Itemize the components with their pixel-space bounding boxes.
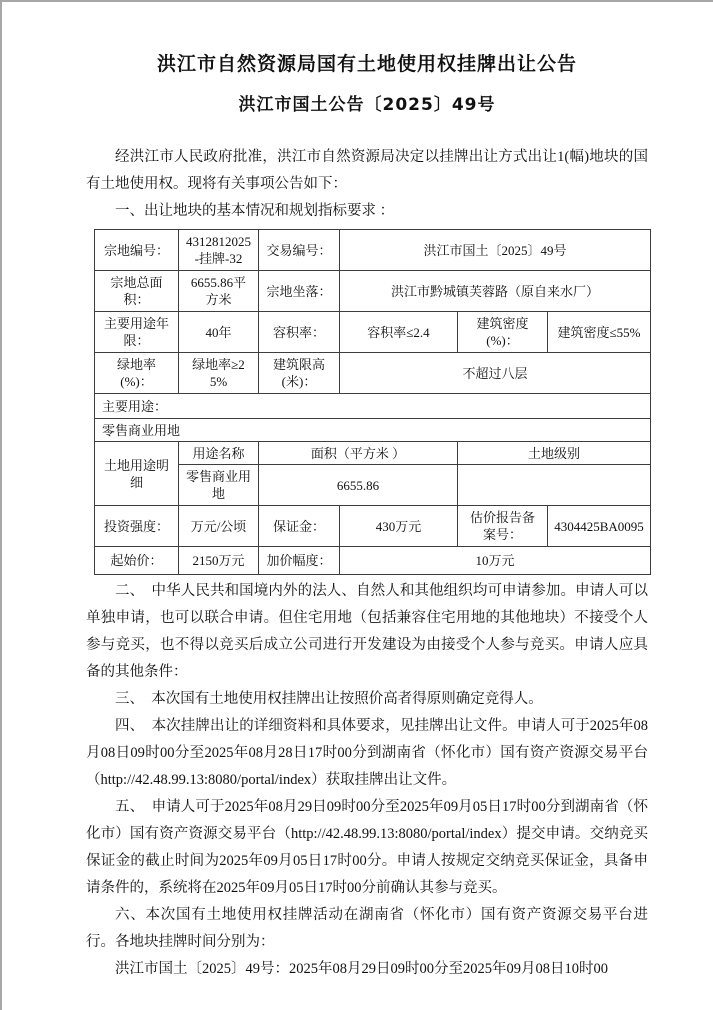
start-price-value: 2150万元 xyxy=(179,547,259,575)
intro-paragraph: 经洪江市人民政府批准，洪江市自然资源局决定以挂牌出让方式出让1(幅)地块的国有土地使用权。现将有关事项公告如下： xyxy=(86,149,648,192)
increment-value: 10万元 xyxy=(340,547,651,575)
green-rate-label: 绿地率(%)： xyxy=(95,353,179,394)
height-limit-label: 建筑限高(米)： xyxy=(259,353,340,394)
table-row xyxy=(95,442,651,465)
investment-label: 投资强度： xyxy=(95,506,179,547)
area-header: 面积（平方米 ） xyxy=(259,442,458,465)
table-row xyxy=(95,419,651,442)
increment-label: 加价幅度： xyxy=(259,547,340,575)
land-grade-header: 土地级别 xyxy=(458,442,651,465)
density-label: 建筑密度(%)： xyxy=(458,312,548,353)
section-1-heading: 一、出让地块的基本情况和规划指标要求 ： xyxy=(115,203,395,219)
parcel-no-value: 4312812025-挂牌-32 xyxy=(179,230,259,271)
document-content xyxy=(2,2,713,983)
use-area-value: 6655.86 xyxy=(259,465,458,506)
appraisal-label: 估价报告备案号： xyxy=(458,506,548,547)
table-row xyxy=(95,547,651,575)
section-2-paragraph: 二、 中华人民共和国境内外的法人、自然人和其他组织均可申请参加。申请人可以单独申请，也可以联合申请。但住宅用地（包括兼容住宅用地的其他地块）不接受个人参与竞买，也不得以竞买后成立公司进行开发建设为由接受个人参与竞买。申请人应具备的其他条件： xyxy=(86,583,648,680)
main-use-label: 主要用途： xyxy=(95,394,651,419)
green-rate-value: 绿地率≥25% xyxy=(179,353,259,394)
use-name-value: 零售商业用地 xyxy=(179,465,259,506)
land-grade-value xyxy=(458,465,651,506)
location-label: 宗地坐落： xyxy=(259,271,340,312)
table-row xyxy=(95,353,651,394)
main-use-value: 零售商业用地 xyxy=(95,419,651,442)
section-4-paragraph: 四、 本次挂牌出让的详细资料和具体要求，见挂牌出让文件。申请人可于2025年08月08日09时00分至2025年08月28日17时00分到湖南省（怀化市）国有资产资源交易平台（http://42.48.99.13:8080/portal/index）获取挂牌出让文件。 xyxy=(86,718,648,788)
start-price-label: 起始价： xyxy=(95,547,179,575)
height-limit-value: 不超过八层 xyxy=(340,353,651,394)
table-row xyxy=(95,312,651,353)
schedule-line: 洪江市国土〔2025〕49号：2025年08月29日09时00分至2025年09月08日10时00 xyxy=(115,961,608,977)
far-value: 容积率≤2.4 xyxy=(340,312,458,353)
use-detail-label: 土地用途明细 xyxy=(95,442,179,506)
parcel-no-label: 宗地编号： xyxy=(95,230,179,271)
use-name-header: 用途名称 xyxy=(179,442,259,465)
table-row xyxy=(95,506,651,547)
section-5-paragraph: 五、 申请人可于2025年08月29日09时00分至2025年09月05日17时00分到湖南省（怀化市）国有资产资源交易平台（http://42.48.99.13:8080/portal/index）提交申请。交纳竞买保证金的截止时间为2025年09月05日17时00分。申请人按规定交纳竞买保证金，具备申请条件的，系统将在2025年09月05日17时00分前确认其参与竞买。 xyxy=(86,799,648,896)
investment-value: 万元/公顷 xyxy=(179,506,259,547)
table-row xyxy=(95,271,651,312)
trade-no-label: 交易编号： xyxy=(259,230,340,271)
appraisal-no-value: 4304425BA0095 xyxy=(548,506,651,547)
use-term-value: 40年 xyxy=(179,312,259,353)
section-6-paragraph: 六、本次国有土地使用权挂牌活动在湖南省（怀化市）国有资产资源交易平台进行。各地块挂牌时间分别为： xyxy=(86,907,648,950)
section-3-paragraph: 三、 本次国有土地使用权挂牌出让按照价高者得原则确定竞得人。 xyxy=(115,691,543,707)
use-term-label: 主要用途年限： xyxy=(95,312,179,353)
deposit-value: 430万元 xyxy=(340,506,458,547)
deposit-label: 保证金： xyxy=(259,506,340,547)
doc-title: 洪江市自然资源局国有土地使用权挂牌出让公告 xyxy=(156,53,577,75)
table-row xyxy=(95,230,651,271)
table-row xyxy=(95,465,651,506)
table-row xyxy=(95,394,651,419)
far-label: 容积率： xyxy=(259,312,340,353)
land-info-table xyxy=(94,229,651,575)
density-value: 建筑密度≤55% xyxy=(548,312,651,353)
total-area-value: 6655.86平方米 xyxy=(179,271,259,312)
doc-number: 洪江市国土公告〔2025〕49号 xyxy=(238,95,496,115)
trade-no-value: 洪江市国土〔2025〕49号 xyxy=(340,230,651,271)
total-area-label: 宗地总面积： xyxy=(95,271,179,312)
location-value: 洪江市黔城镇芙蓉路（原自来水厂） xyxy=(340,271,651,312)
